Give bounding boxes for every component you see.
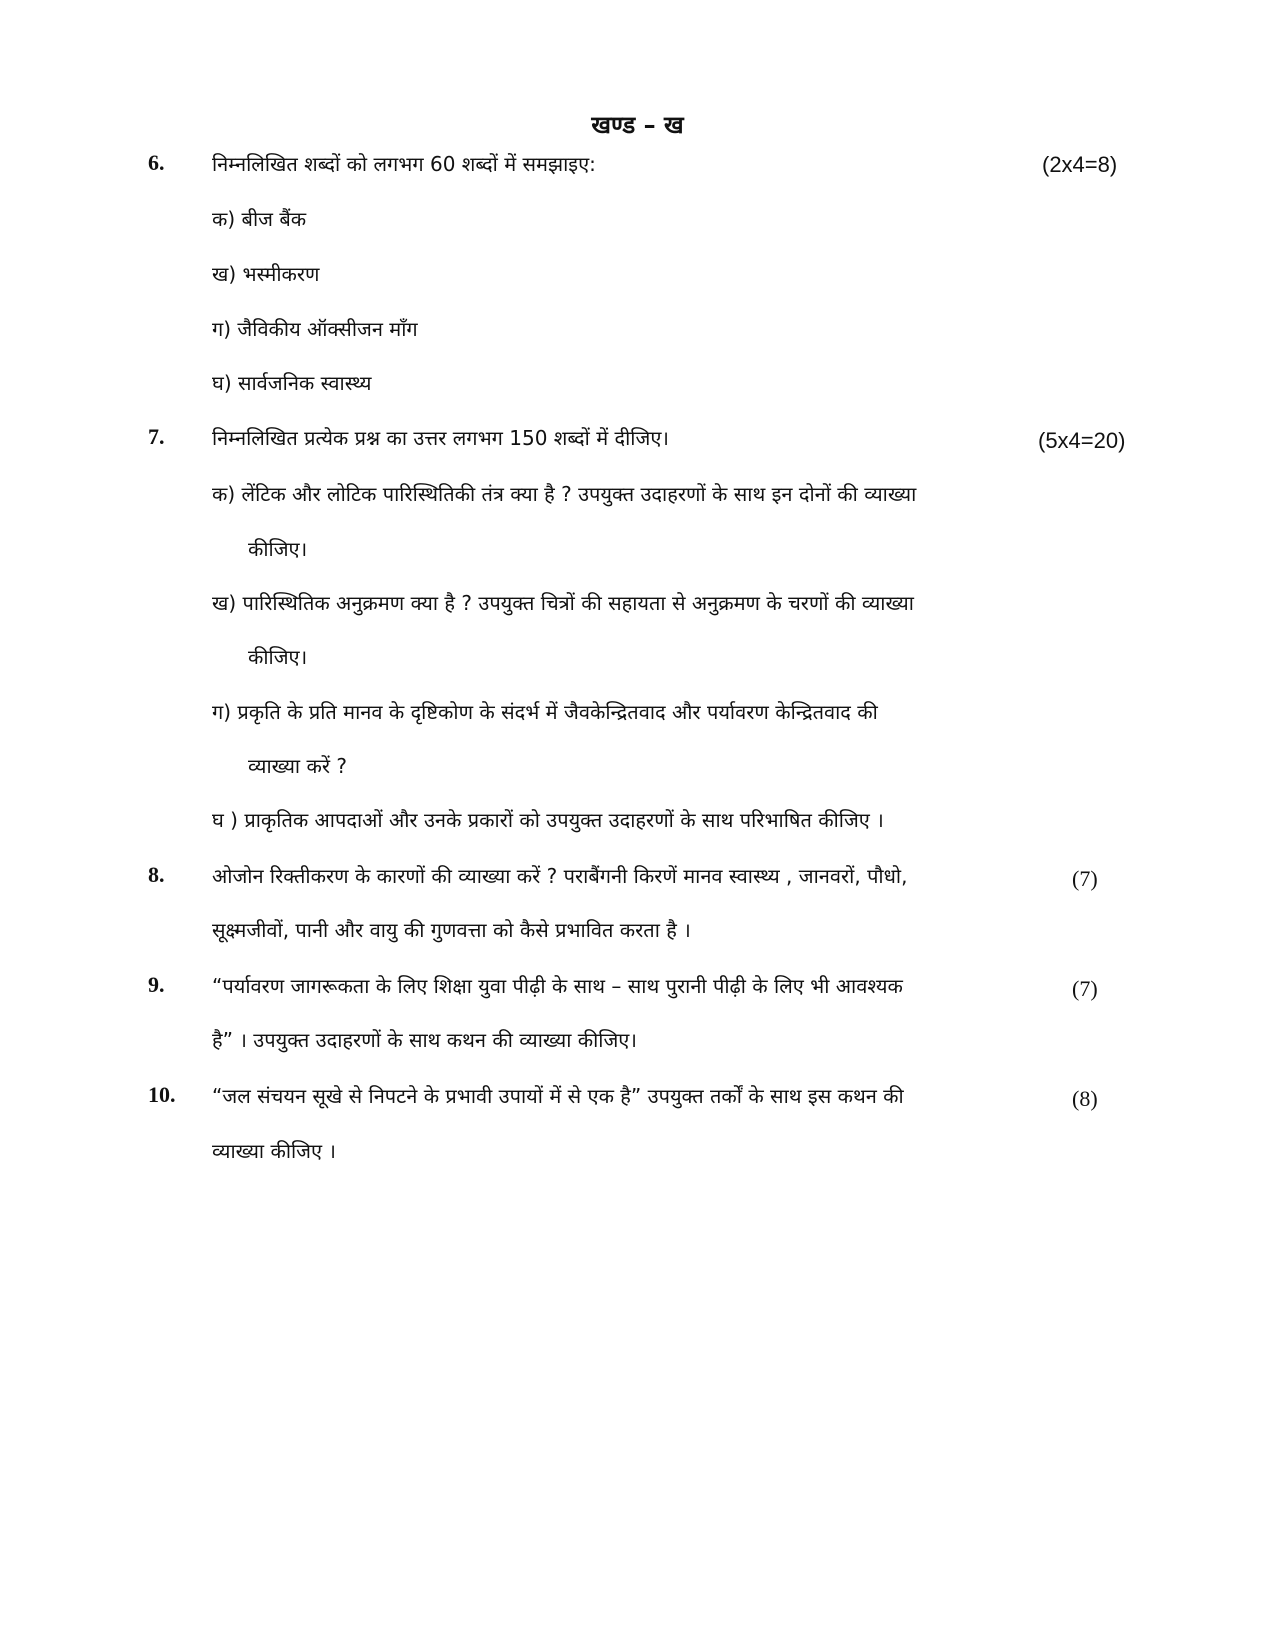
section-title: खण्ड – ख xyxy=(591,111,684,139)
question-7-marks: (5x4=20) xyxy=(1038,428,1126,453)
question-8-marks: (7) xyxy=(1072,866,1098,891)
question-7-part-a-line2: कीजिए। xyxy=(248,537,308,561)
question-7-part-c-line2: व्याख्या करें ? xyxy=(248,754,347,778)
question-7-part-b-line1: ख) पारिस्थितिक अनुक्रमण क्या है ? उपयुक्त चित्रों की सहायता से अनुक्रमण के चरणों की व्याख्या xyxy=(212,591,914,615)
question-7-part-b-line2: कीजिए। xyxy=(248,645,308,669)
question-8-number: 8. xyxy=(148,862,165,887)
question-9-line2: है” । उपयुक्त उदाहरणों के साथ कथन की व्याख्या कीजिए। xyxy=(212,1028,637,1052)
question-10-marks: (8) xyxy=(1072,1086,1098,1111)
question-10-line2: व्याख्या कीजिए । xyxy=(212,1139,337,1163)
question-7-number: 7. xyxy=(148,424,165,449)
question-6-part-d: घ) सार्वजनिक स्वास्थ्य xyxy=(212,371,372,395)
question-10-line1: “जल संचयन सूखे से निपटने के प्रभावी उपायों में से एक है” उपयुक्त तर्कों के साथ इस कथन की xyxy=(212,1084,904,1108)
question-9-number: 9. xyxy=(148,972,165,997)
question-8-line2: सूक्ष्मजीवों, पानी और वायु की गुणवत्ता को कैसे प्रभावित करता है । xyxy=(212,918,691,942)
question-7-text: निम्नलिखित प्रत्येक प्रश्न का उत्तर लगभग 150 शब्दों में दीजिए। xyxy=(212,426,669,450)
question-7-part-a-line1: क) लेंटिक और लोटिक पारिस्थितिकी तंत्र क्या है ? उपयुक्त उदाहरणों के साथ इन दोनों की व्याख्या xyxy=(212,482,917,506)
question-7-part-d: घ ) प्राकृतिक आपदाओं और उनके प्रकारों को उपयुक्त उदाहरणों के साथ परिभाषित कीजिए । xyxy=(212,808,884,832)
question-6-number: 6. xyxy=(148,150,165,175)
question-9-marks: (7) xyxy=(1072,976,1098,1001)
question-6-text: निम्नलिखित शब्दों को लगभग 60 शब्दों में समझाइए: xyxy=(212,152,596,176)
question-10-number: 10. xyxy=(148,1082,176,1107)
question-6-marks: (2x4=8) xyxy=(1042,152,1118,177)
question-6-part-a: क) बीज बैंक xyxy=(212,207,307,231)
question-9-line1: “पर्यावरण जागरूकता के लिए शिक्षा युवा पीढ़ी के साथ – साथ पुरानी पीढ़ी के लिए भी आवश्यक xyxy=(212,974,903,998)
question-6-part-b: ख) भस्मीकरण xyxy=(212,262,320,286)
question-7-part-c-line1: ग) प्रकृति के प्रति मानव के दृष्टिकोण के संदर्भ में जैवकेन्द्रितवाद और पर्यावरण केन्द्रितवाद की xyxy=(212,700,878,724)
question-6-part-c: ग) जैविकीय ऑक्सीजन माँग xyxy=(212,317,418,341)
question-8-line1: ओजोन रिक्तीकरण के कारणों की व्याख्या करें ? पराबैंगनी किरणें मानव स्वास्थ्य , जानवरों, पौधो, xyxy=(212,864,908,888)
